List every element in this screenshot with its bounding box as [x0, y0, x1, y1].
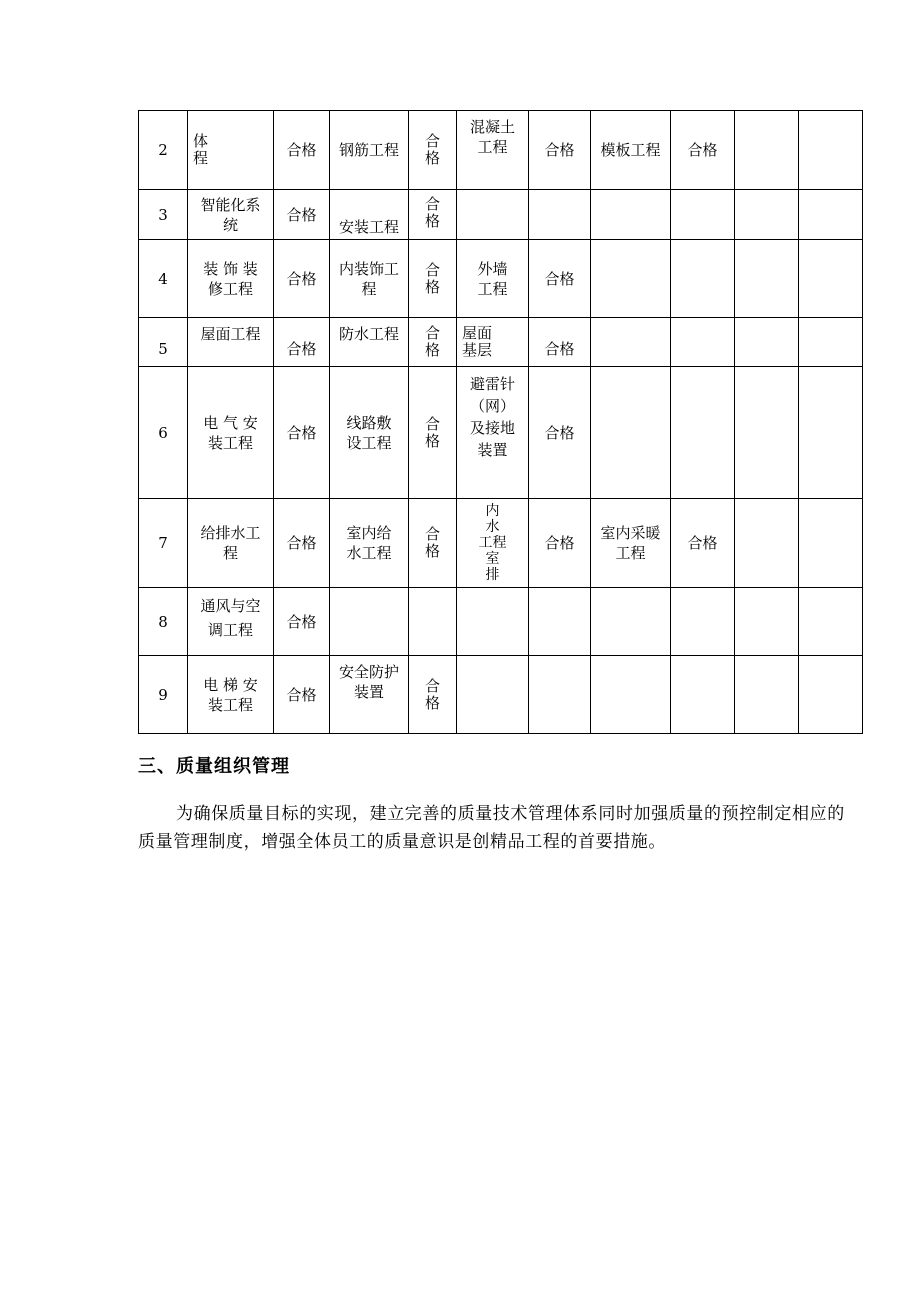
subdivision-name: 室内给 水工程 — [330, 499, 409, 588]
item2-result — [671, 240, 735, 318]
row-number: 3 — [139, 190, 188, 240]
empty-cell — [735, 240, 799, 318]
division-result: 合格 — [274, 111, 330, 190]
empty-cell — [735, 111, 799, 190]
division-name: 电 气 安 装工程 — [188, 367, 274, 499]
division-name: 给排水工 程 — [188, 499, 274, 588]
row-number: 7 — [139, 499, 188, 588]
item-name — [457, 588, 529, 656]
division-name: 体 程 — [188, 111, 274, 190]
subdivision-result: 合 格 — [409, 367, 457, 499]
empty-cell — [735, 190, 799, 240]
item-name: 混凝土 工程 — [457, 111, 529, 190]
table-row — [139, 656, 863, 734]
acceptance-table — [138, 110, 863, 734]
table-row — [139, 367, 863, 499]
item-result — [529, 656, 591, 734]
subdivision-result: 合 格 — [409, 240, 457, 318]
item2-result — [671, 318, 735, 367]
item-name — [457, 190, 529, 240]
division-name: 屋面工程 — [188, 318, 274, 367]
item-result: 合格 — [529, 367, 591, 499]
row-number: 6 — [139, 367, 188, 499]
row-number: 5 — [139, 318, 188, 367]
division-result: 合格 — [274, 499, 330, 588]
item-result: 合格 — [529, 111, 591, 190]
subdivision-result: 合 格 — [409, 656, 457, 734]
item2-name: 模板工程 — [591, 111, 671, 190]
item-result: 合格 — [529, 499, 591, 588]
item2-result — [671, 588, 735, 656]
item2-result: 合格 — [671, 111, 735, 190]
row-number: 4 — [139, 240, 188, 318]
empty-cell — [735, 656, 799, 734]
item-result — [529, 190, 591, 240]
empty-cell — [735, 318, 799, 367]
table-row — [139, 190, 863, 240]
table-row — [139, 318, 863, 367]
item2-result — [671, 367, 735, 499]
item-result — [529, 588, 591, 656]
division-result: 合格 — [274, 367, 330, 499]
subdivision-name: 防水工程 — [330, 318, 409, 367]
empty-cell — [799, 318, 863, 367]
empty-cell — [799, 499, 863, 588]
item2-name: 室内采暖 工程 — [591, 499, 671, 588]
table-row — [139, 588, 863, 656]
subdivision-name: 钢筋工程 — [330, 111, 409, 190]
item-result: 合格 — [529, 318, 591, 367]
division-result: 合格 — [274, 656, 330, 734]
subdivision-name: 线路敷 设工程 — [330, 367, 409, 499]
item-result: 合格 — [529, 240, 591, 318]
empty-cell — [799, 656, 863, 734]
row-number: 2 — [139, 111, 188, 190]
table-row — [139, 499, 863, 588]
empty-cell — [735, 588, 799, 656]
empty-cell — [799, 190, 863, 240]
subdivision-result: 合 格 — [409, 318, 457, 367]
section-heading: 三、质量组织管理 — [138, 756, 290, 777]
item2-name — [591, 588, 671, 656]
subdivision-result — [409, 588, 457, 656]
item-name — [457, 656, 529, 734]
empty-cell — [735, 367, 799, 499]
division-result: 合格 — [274, 588, 330, 656]
subdivision-result: 合 格 — [409, 190, 457, 240]
row-number: 9 — [139, 656, 188, 734]
subdivision-result: 合 格 — [409, 499, 457, 588]
division-name: 电 梯 安 装工程 — [188, 656, 274, 734]
subdivision-name: 内装饰工 程 — [330, 240, 409, 318]
division-result: 合格 — [274, 240, 330, 318]
item-name: 避雷针 （网） 及接地 装置 — [457, 367, 529, 499]
subdivision-result: 合 格 — [409, 111, 457, 190]
subdivision-name — [330, 588, 409, 656]
division-name: 智能化系 统 — [188, 190, 274, 240]
item2-result — [671, 190, 735, 240]
item-name: 外墙 工程 — [457, 240, 529, 318]
table-row — [139, 240, 863, 318]
division-result: 合格 — [274, 318, 330, 367]
item2-name — [591, 190, 671, 240]
empty-cell — [735, 499, 799, 588]
row-number: 8 — [139, 588, 188, 656]
empty-cell — [799, 367, 863, 499]
subdivision-name: 安装工程 — [330, 190, 409, 240]
item2-result: 合格 — [671, 499, 735, 588]
item-name: 内 水 工程 室 排 — [457, 499, 529, 588]
section-paragraph: 为确保质量目标的实现，建立完善的质量技术管理体系同时加强质量的预控制定相应的质量管理制度，增强全体员工的质量意识是创精品工程的首要措施。 — [138, 804, 845, 852]
empty-cell — [799, 588, 863, 656]
division-name: 装 饰 装 修工程 — [188, 240, 274, 318]
empty-cell — [799, 240, 863, 318]
division-name: 通风与空 调工程 — [188, 588, 274, 656]
item2-name — [591, 240, 671, 318]
item2-name — [591, 656, 671, 734]
subdivision-name: 安全防护 装置 — [330, 656, 409, 734]
item2-name — [591, 367, 671, 499]
item2-result — [671, 656, 735, 734]
item-name: 屋面 基层 — [457, 318, 529, 367]
division-result: 合格 — [274, 190, 330, 240]
table-row — [139, 111, 863, 190]
empty-cell — [799, 111, 863, 190]
item2-name — [591, 318, 671, 367]
